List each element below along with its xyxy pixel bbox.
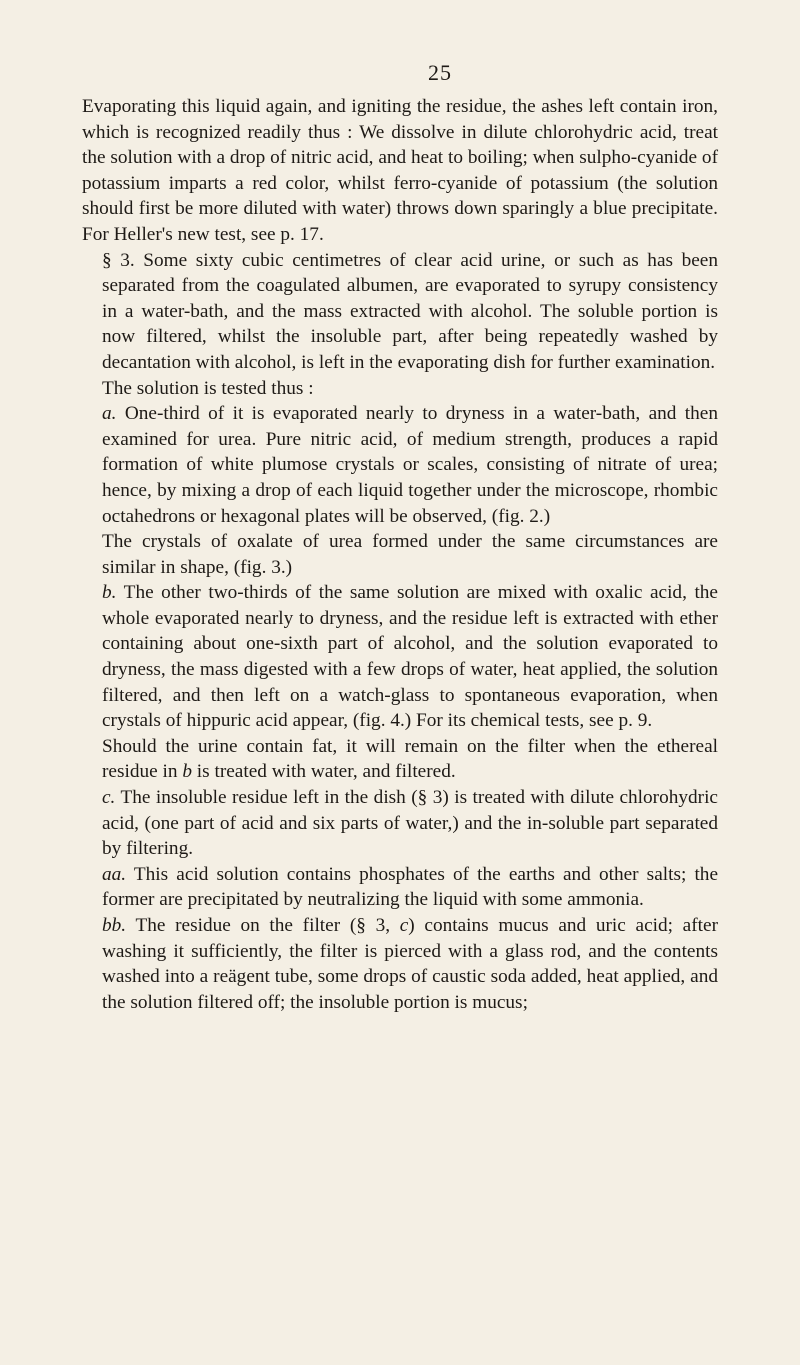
paragraph-text: One-third of it is evaporated nearly to dryness in a water-bath, and then examined for urea. Pure nitric acid, of medium strength, produces a rapid formation of white plumose crystals or scales, consisting of nitrate of urea; hence, by mixing a drop of each liquid together under the microscope, rhombic octahedrons or hexagonal plates will be observed, (fig. 2.) bbox=[102, 403, 718, 527]
paragraph-label: c. bbox=[102, 787, 116, 809]
paragraph-section-3 bbox=[82, 248, 718, 376]
paragraph-c-insoluble bbox=[82, 785, 718, 862]
paragraph-text: ) contains mucus and uric acid; after washing it sufficiently, the filter is pierced with a glass rod, and the contents washed into a reägent tube, some drops of caustic soda added, heat applied, and the solution filtered off; the insoluble portion is mucus; bbox=[102, 915, 718, 1013]
paragraph-label: bb. bbox=[102, 915, 127, 936]
paragraph-text: The other two-thirds of the same solution are mixed with oxalic acid, the whole evaporated nearly to dryness, and the residue left is extracted with ether containing about one-sixth part of alcohol, and the solution evaporated to dryness, the mass digested with a few drops of water, heat applied, the solution filtered, and then left on a watch-glass to spontaneous evaporation, when crystals of hippuric acid appear, (fig. 4.) For its chemical tests, see p. 9. bbox=[102, 582, 718, 732]
paragraph-text: Evaporating this liquid again, and igniting the residue, the ashes left contain iron, which is recognized readily thus : We dissolve in dilute chlorohydric acid, treat the solution with a drop of nitric acid, and heat to boiling; when sulpho-cyanide of potassium imparts a red color, whilst ferro-cyanide of potassium (the solution should first be more diluted with water) throws down sparingly a blue precipitate. For Heller's new test, see p. 17. bbox=[82, 96, 718, 245]
paragraph-text: § 3. Some sixty cubic centimetres of clear acid urine, or such as has been separated from the coagulated albumen, are evaporated to syrupy consistency in a water-bath, and the mass extracted with alcohol. The soluble portion is now filtered, whilst the insoluble part, after being repeatedly washed by decantation with alcohol, is left in the evaporating dish for further examination. bbox=[102, 249, 718, 373]
paragraph-solution-tested bbox=[82, 376, 718, 402]
paragraph-text: is treated with water, and filtered. bbox=[191, 761, 456, 783]
paragraph-italic-ref: b bbox=[182, 761, 192, 783]
paragraph-fat bbox=[82, 734, 718, 785]
paragraph-text: This acid solution contains phosphates of the earths and other salts; the former are precipitated by neutralizing the liquid with some ammonia. bbox=[102, 863, 718, 911]
paragraph-text: The residue on the filter (§ 3, bbox=[126, 915, 400, 936]
paragraph-text: The crystals of oxalate of urea formed under the same circumstances are similar in shape, (fig. 3.) bbox=[102, 531, 718, 578]
page-number: 25 bbox=[428, 60, 452, 85]
paragraph-ashes-iron bbox=[82, 94, 718, 248]
paragraph-label: aa. bbox=[102, 863, 127, 885]
paragraph-oxalate-crystals bbox=[82, 529, 718, 580]
paragraph-label: a. bbox=[102, 403, 117, 425]
paragraph-italic-ref: c bbox=[399, 915, 409, 936]
paragraph-text: The solution is tested thus : bbox=[102, 377, 314, 399]
paragraph-b-hippuric bbox=[82, 580, 718, 734]
body-text bbox=[82, 94, 718, 1015]
paragraph-text: The insoluble residue left in the dish (§ 3) is treated with dilute chlorohydric acid, (one part of acid and six parts of water,) and the in-soluble part separated by filtering. bbox=[102, 787, 718, 860]
paragraph-text: Should the urine contain fat, it will remain on the filter when the ethereal residue in bbox=[102, 735, 718, 783]
paragraph-aa-phosphates bbox=[82, 862, 718, 913]
paragraph-a-urea bbox=[82, 401, 718, 529]
paragraph-label: b. bbox=[102, 582, 117, 604]
paragraph-bb-residue bbox=[82, 913, 718, 1015]
